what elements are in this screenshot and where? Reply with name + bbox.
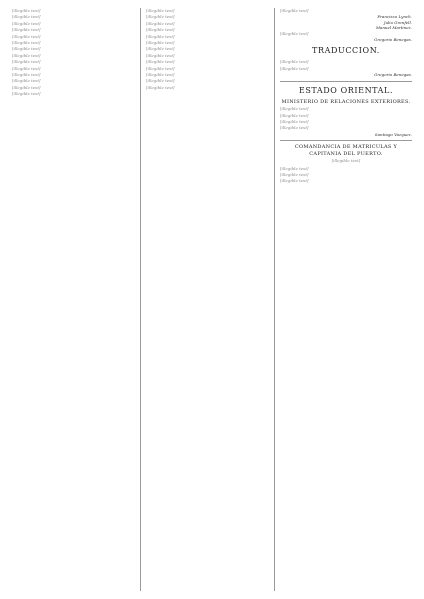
column-1 [12, 8, 136, 98]
paragraph: [illegible text] [146, 14, 175, 20]
paragraph: [illegible text] [280, 59, 309, 65]
paragraph: [illegible text] [12, 20, 41, 26]
paragraph: [illegible text] [280, 65, 309, 71]
column-2 [146, 8, 270, 91]
paragraph: [illegible text] [146, 72, 175, 78]
certification-line: [illegible text] [280, 30, 309, 36]
paragraph: [illegible text] [146, 33, 175, 39]
signature: Gregorio Benegas. [374, 72, 412, 78]
paragraph: [illegible text] [146, 46, 175, 52]
paragraph: [illegible text] [12, 33, 41, 39]
signature: Manuel Martinez. [375, 25, 412, 31]
paragraph: [illegible text] [12, 52, 41, 58]
paragraph: [illegible text] [12, 8, 41, 13]
column-rule [274, 8, 275, 591]
paragraph: [illegible text] [12, 27, 41, 33]
paragraph: [illegible text] [12, 78, 41, 84]
signature: Gregorio Benegas. [374, 37, 412, 43]
dateline: [illegible text] [331, 158, 361, 164]
paragraph: [illegible text] [146, 65, 175, 71]
paragraph: [illegible text] [146, 8, 175, 13]
paragraph: [illegible text] [12, 59, 41, 65]
paragraph: [illegible text] [146, 78, 175, 84]
paragraph: [illegible text] [12, 14, 41, 20]
section-heading-traduccion: TRADUCCION. [312, 46, 380, 56]
paragraph: [illegible text] [12, 72, 41, 78]
paragraph: [illegible text] [12, 40, 41, 46]
section-subheading-comandancia: COMANDANCIA DE MATRICULAS Y CAPITANIA DEL PUERTO. [294, 144, 398, 157]
paragraph: [illegible text] [146, 20, 175, 26]
paragraph: [illegible text] [280, 112, 309, 118]
paragraph: [illegible text] [280, 125, 309, 131]
paragraph: [illegible text] [280, 118, 309, 124]
column-3 [280, 8, 412, 185]
paragraph: [illegible text] [146, 52, 175, 58]
paragraph: [illegible text] [146, 59, 175, 65]
paragraph: [illegible text] [146, 40, 175, 46]
column-rule [140, 8, 141, 591]
section-heading-estado-oriental: ESTADO ORIENTAL. [298, 85, 394, 95]
paragraph: [illegible text] [146, 84, 175, 90]
paragraph: [illegible text] [12, 46, 41, 52]
signature: Julio Grenfell. [383, 19, 412, 25]
divider [280, 140, 412, 141]
paragraph: [illegible text] [12, 84, 41, 90]
paragraph: [illegible text] [12, 91, 41, 97]
section-subheading: MINISTERIO DE RELACIONES EXTERIORES. [281, 98, 411, 105]
paragraph: [illegible text] [280, 106, 309, 112]
paragraph: [illegible text] [280, 172, 309, 177]
signature: Santiago Vazquez. [374, 131, 412, 137]
paragraph: [illegible text] [12, 65, 41, 71]
paragraph: [illegible text] [280, 165, 309, 171]
paragraph: [illegible text] [146, 27, 175, 33]
divider [280, 81, 412, 82]
paragraph: [illegible text] [280, 8, 309, 13]
signature: Francisco Lynch. [377, 14, 412, 20]
paragraph: [illegible text] [280, 178, 309, 184]
